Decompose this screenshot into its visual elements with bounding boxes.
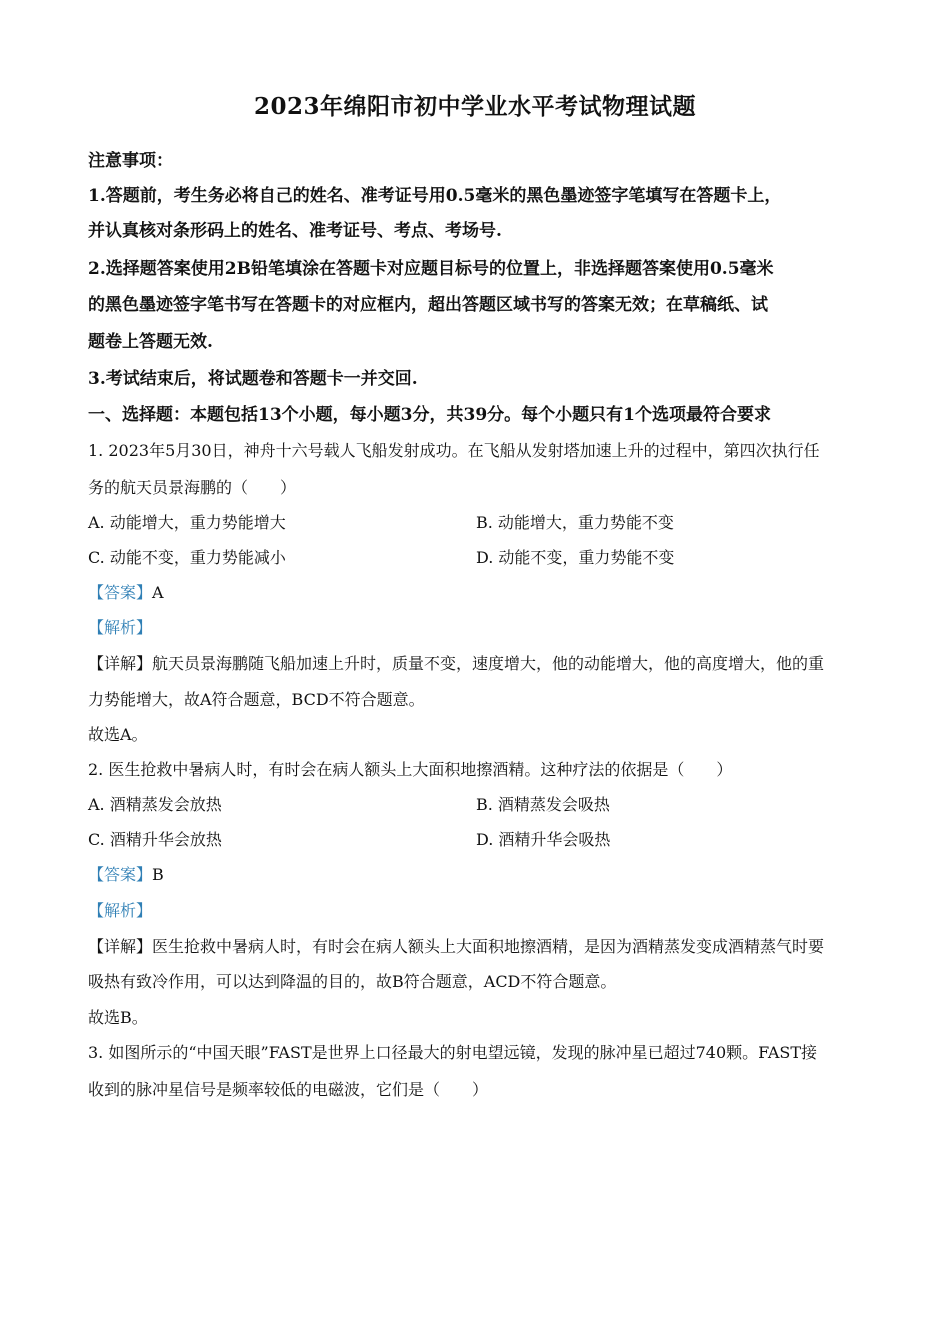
detail-line: 吸热有致冷作用，可以达到降温的目的，故B符合题意，ACD不符合题意。 — [88, 972, 617, 991]
answer-tag: 【答案】 — [88, 865, 153, 884]
notice-line: 题卷上答题无效. — [88, 332, 213, 352]
option-c: C. 酒精升华会放热 — [88, 830, 222, 849]
option-a: A. 酒精蒸发会放热 — [88, 795, 222, 814]
detail-line: 【详解】航天员景海鹏随飞船加速上升时，质量不变，速度增大，他的动能增大，他的高度增大，他的重 — [88, 654, 825, 673]
page-title: 2023年绵阳市初中学业水平考试物理试题 — [253, 93, 696, 120]
answer-tag: 【答案】 — [88, 583, 153, 602]
section-heading: 一、选择题：本题包括13个小题，每小题3分，共39分。每个小题只有1个选项最符合要求 — [88, 405, 771, 425]
option-b: B. 动能增大，重力势能不变 — [476, 513, 674, 532]
option-d: D. 动能不变，重力势能不变 — [476, 548, 675, 567]
question-stem: 收到的脉冲星信号是频率较低的电磁波，它们是（ ） — [88, 1080, 489, 1099]
detail-line: 【详解】医生抢救中暑病人时，有时会在病人额头上大面积地擦酒精，是因为酒精蒸发变成酒精蒸气时要 — [88, 937, 825, 956]
answer-line — [88, 864, 164, 886]
question-stem: 2. 医生抢救中暑病人时，有时会在病人额头上大面积地擦酒精。这种疗法的依据是（ ） — [88, 760, 733, 779]
notice-heading: 注意事项： — [88, 151, 173, 171]
analysis-tag: 【解析】 — [88, 618, 153, 637]
answer-value: B — [152, 865, 164, 884]
question-stem: 3. 如图所示的“中国天眼”FAST是世界上口径最大的射电望远镜，发现的脉冲星已超过740颗。FAST接 — [88, 1043, 818, 1062]
option-b: B. 酒精蒸发会吸热 — [476, 795, 610, 814]
notice-line: 1.答题前，考生务必将自己的姓名、准考证号用0.5毫米的黑色墨迹签字笔填写在答题卡上， — [88, 186, 782, 206]
answer-value: A — [152, 583, 164, 602]
notice-line: 并认真核对条形码上的姓名、准考证号、考点、考场号. — [88, 221, 502, 241]
option-c: C. 动能不变，重力势能减小 — [88, 548, 286, 567]
detail-line: 力势能增大，故A符合题意，BCD不符合题意。 — [88, 690, 425, 709]
notice-line: 3.考试结束后，将试题卷和答题卡一并交回. — [88, 369, 418, 389]
notice-line: 的黑色墨迹签字笔书写在答题卡的对应框内，超出答题区域书写的答案无效；在草稿纸、试 — [88, 295, 768, 315]
option-a: A. 动能增大，重力势能增大 — [88, 513, 286, 532]
conclusion: 故选A。 — [88, 725, 148, 744]
question-stem: 务的航天员景海鹏的（ ） — [88, 478, 297, 497]
answer-line — [88, 582, 164, 604]
notice-line: 2.选择题答案使用2B铅笔填涂在答题卡对应题目标号的位置上，非选择题答案使用0.5毫米 — [88, 259, 774, 279]
question-stem: 1. 2023年5月30日，神舟十六号载人飞船发射成功。在飞船从发射塔加速上升的过程中，第四次执行任 — [88, 441, 820, 460]
option-d: D. 酒精升华会吸热 — [476, 830, 611, 849]
conclusion: 故选B。 — [88, 1008, 148, 1027]
analysis-tag: 【解析】 — [88, 901, 153, 920]
